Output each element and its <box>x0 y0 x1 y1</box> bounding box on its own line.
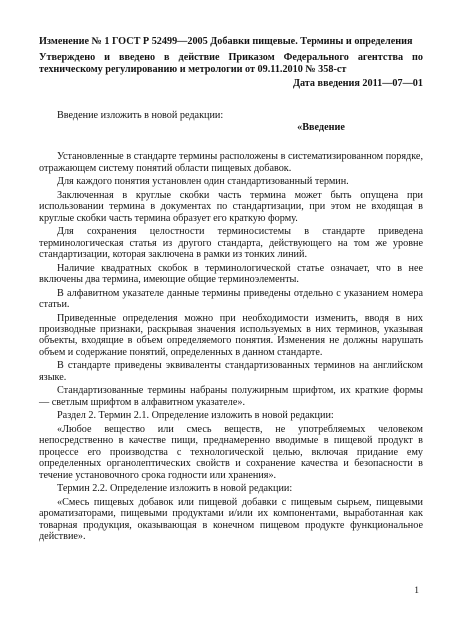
paragraph: Стандартизованные термины набраны полужирным шрифтом, их краткие формы — светлым шрифтом в алфавитном указателе». <box>39 385 423 408</box>
effective-date: Дата введения 2011—07—01 <box>292 78 423 89</box>
paragraph: Раздел 2. Термин 2.1. Определение изложить в новой редакции: <box>57 410 334 422</box>
paragraph: Приведенные определения можно при необходимости изменить, вводя в них производные признаки, раскрывая значения используемых в них терминов, указывая объекты, входящие в объем определяемого понятия. Изменения не должны нарушать объем и содержание понятий, определенных в данном стандарте. <box>39 312 423 358</box>
paragraph: Для каждого понятия установлен один стандартизованный термин. <box>57 176 349 188</box>
paragraph: Наличие квадратных скобок в терминологической статье означает, что в нее включены два термина, имеющие общие терминоэлементы. <box>39 262 423 285</box>
paragraph: Для сохранения целостности терминосистемы в стандарте приведена терминологическая статья из другого стандарта, действующего на том же уровне стандартизации, которая заключена в рамки из тонких линий. <box>39 226 423 260</box>
intro-instruction: Введение изложить в новой редакции: <box>57 110 224 121</box>
paragraph: Термин 2.2. Определение изложить в новой редакции: <box>57 483 293 495</box>
approval-statement: Утверждено и введено в действие Приказом Федерального агентства по техническому регулированию и метрологии от 09.11.2010 № 358-ст <box>39 52 423 75</box>
document-title: Изменение № 1 ГОСТ Р 52499—2005 Добавки пищевые. Термины и определения <box>39 36 413 47</box>
paragraph: В стандарте приведены эквиваленты стандартизованных терминов на английском языке. <box>39 360 423 383</box>
paragraph: «Смесь пищевых добавок или пищевой добавки с пищевым сырьем, пищевыми ароматизаторами, пищевыми продуктами и/или их компонентами, выработанная как товарная продукция, оказывающая в конечном пищевом продукте функциональное действие». <box>39 496 423 543</box>
paragraph: Заключенная в круглые скобки часть термина может быть опущена при использовании термина в документах по стандартизации, при этом не входящая в круглые скобки часть термина образует его краткую форму. <box>39 189 423 224</box>
paragraph: «Любое вещество или смесь веществ, не употребляемых человеком непосредственно в качестве пищи, преднамеренно вводимые в пищевой продукт в процессе его производства с технологической целью, включая придание ему определенных органолептических свойств и сохранение качества и безопасности в течение установочного срока годности или хранения». <box>39 424 423 481</box>
section-title: «Введение <box>297 121 345 133</box>
document-body <box>39 151 423 542</box>
page-number: 1 <box>414 586 419 596</box>
document-page <box>39 36 423 545</box>
paragraph: Установленные в стандарте термины расположены в систематизированном порядке, отражающем систему понятий области пищевых добавок. <box>39 151 423 174</box>
paragraph: В алфавитном указателе данные термины приведены отдельно с указанием номера статьи. <box>39 287 423 310</box>
